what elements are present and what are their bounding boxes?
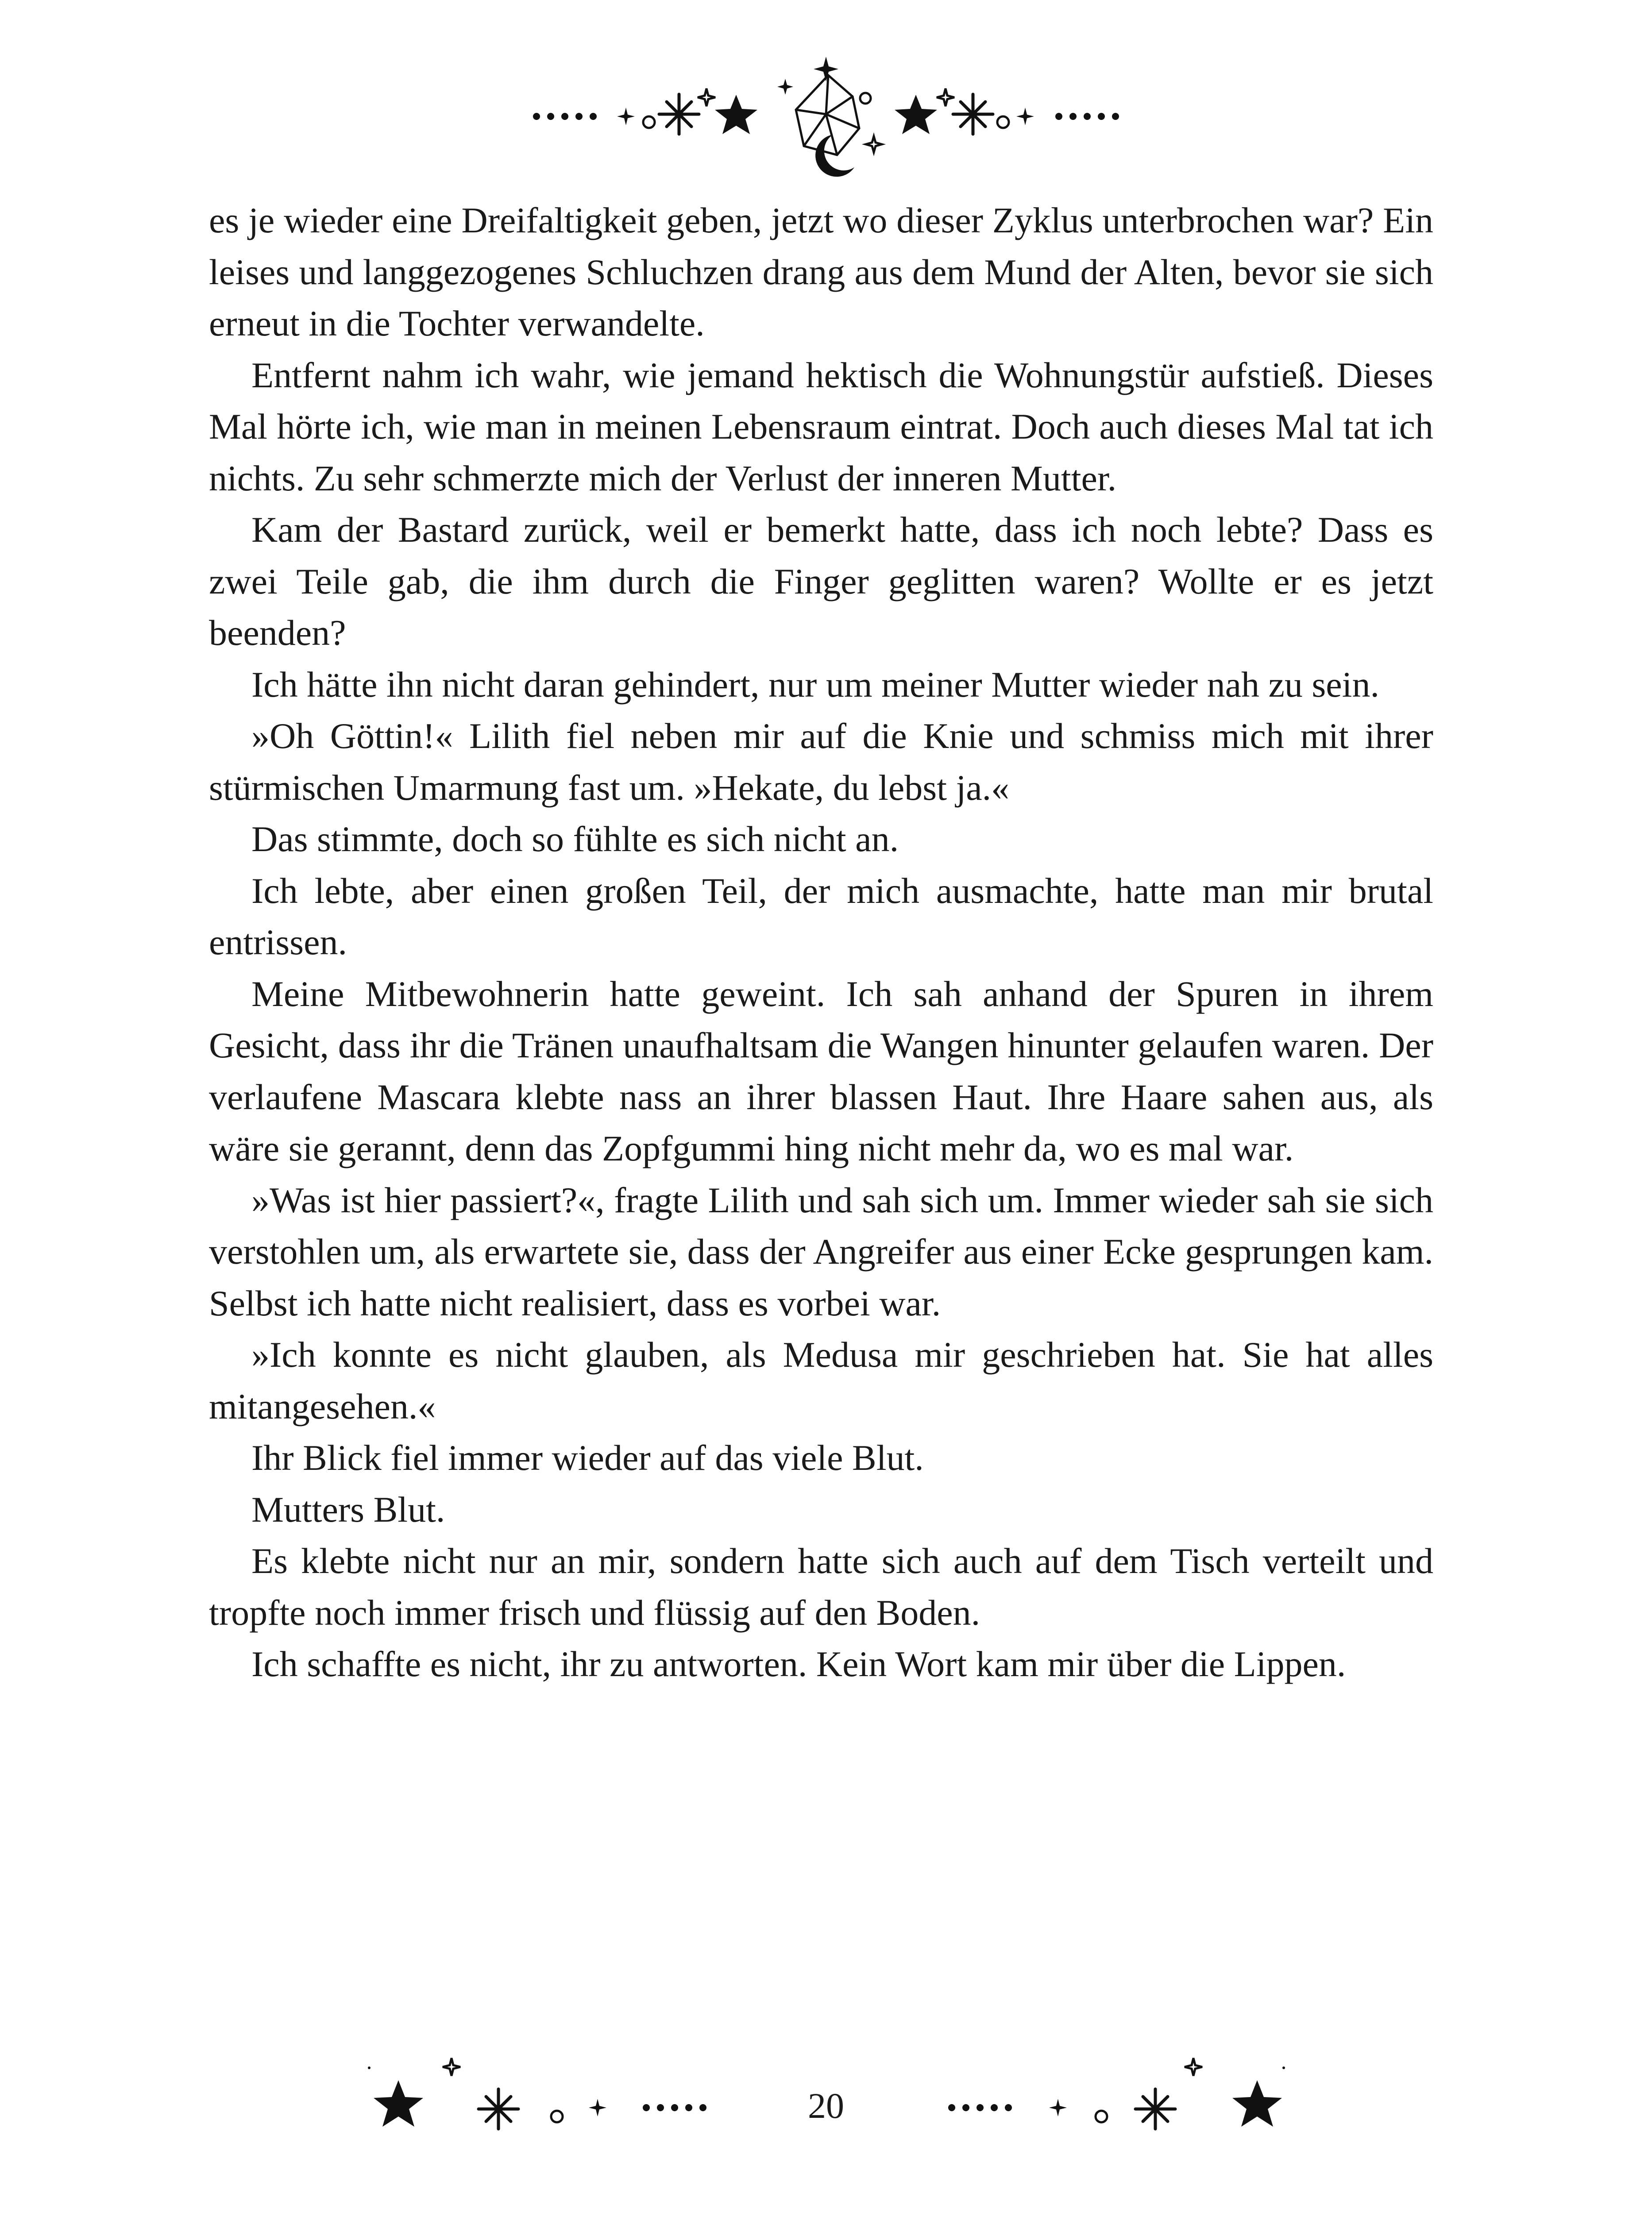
paragraph: Entfernt nahm ich wahr, wie jemand hektisch die Wohnungstür aufstieß. Dieses Mal hörte ich, wie man in meinen Lebensraum eintrat. Doch auch dieses Mal tat ich nichts. Zu sehr schmerzte mich der Verlust der inneren Mutter. [209, 355, 1433, 498]
paragraph: Es klebte nicht nur an mir, sondern hatte sich auch auf dem Tisch verteilt und tropfte noch immer frisch und flüssig auf den Boden. [209, 1541, 1433, 1633]
paragraph: Kam der Bastard zurück, weil er bemerkt hatte, dass ich noch lebte? Dass es zwei Teile gab, die ihm durch die Finger geglitten waren? Wollte er es jetzt beenden? [209, 509, 1433, 653]
paragraph: Mutters Blut. [251, 1489, 445, 1530]
page-number: 20 [808, 2086, 844, 2126]
paragraph: Meine Mitbewohnerin hatte geweint. Ich sah anhand der Spuren in ihrem Gesicht, dass ihr die Tränen unaufhaltsam die Wangen hinunter gelaufen waren. Der verlaufene Mascara klebte nass an ihrer blassen Haut. Ihre Haare sahen aus, als wäre sie gerannt, denn das Zopfgummi hing nicht mehr da, wo es mal war. [209, 973, 1433, 1168]
paragraph: Das stimmte, doch so fühlte es sich nicht an. [251, 819, 899, 859]
paragraph: »Was ist hier passiert?«, fragte Lilith und sah sich um. Immer wieder sah sie sich verstohlen um, als erwartete sie, dass der Angreifer aus einer Ecke gesprungen kam. Selbst ich hatte nicht realisiert, dass es vorbei war. [209, 1180, 1433, 1323]
paragraph: »Ich konnte es nicht glauben, als Medusa mir geschrieben hat. Sie hat alles mitangesehen.« [209, 1334, 1433, 1426]
crystal-moon-ornament-icon [516, 52, 1136, 185]
paragraph: »Oh Göttin!« Lilith fiel neben mir auf die Knie und schmiss mich mit ihrer stürmischen Umarmung fast um. »Hekate, du lebst ja.« [209, 716, 1433, 808]
paragraph: es je wieder eine Dreifaltigkeit geben, jetzt wo dieser Zyklus unterbrochen war? Ein leises und langgezogenes Schluchzen drang aus dem Mund der Alten, bevor sie sich erneut in die Tochter verwandelte. [209, 200, 1433, 343]
paragraph: Ich lebte, aber einen großen Teil, der mich ausmachte, hatte man mir brutal entrissen. [209, 870, 1433, 962]
paragraph: Ich schaffte es nicht, ihr zu antworten. Kein Wort kam mir über die Lippen. [251, 1644, 1346, 1684]
paragraph: Ihr Blick fiel immer wieder auf das viele Blut. [251, 1438, 924, 1478]
body-text [209, 195, 1433, 1690]
paragraph: Ich hätte ihn nicht daran gehindert, nur um meiner Mutter wieder nah zu sein. [251, 664, 1379, 705]
